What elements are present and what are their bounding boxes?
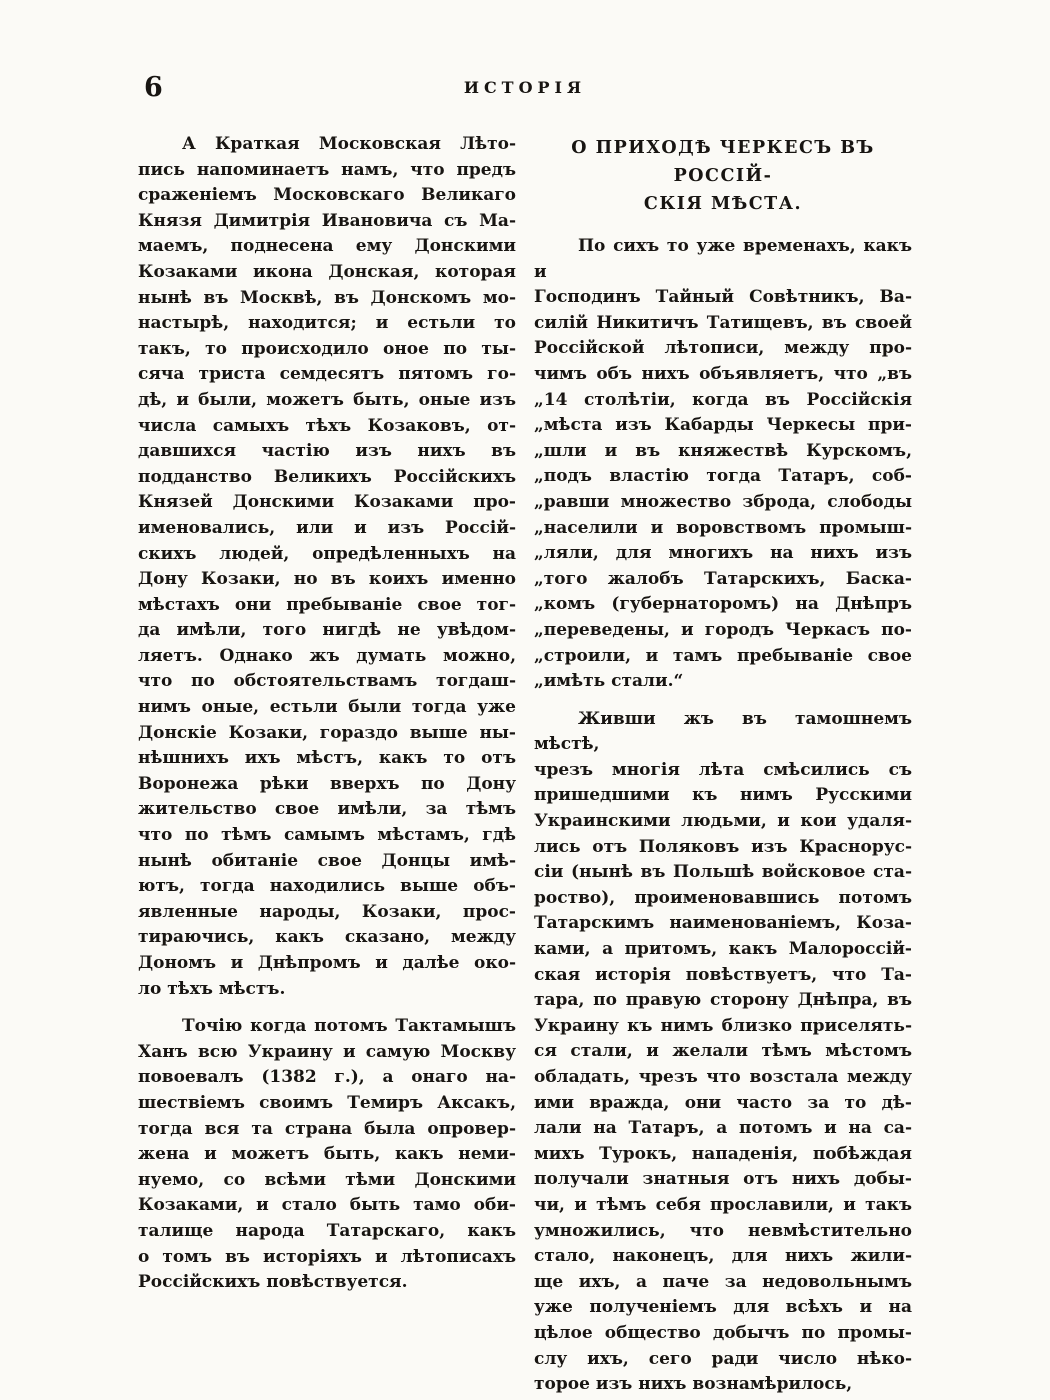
text-line: тираючись, какъ сказано, между	[138, 927, 516, 948]
text-line: „строили, и тамъ пребываніе свое	[534, 645, 912, 666]
text-line: мѣстахъ они пребываніе свое тог-	[138, 594, 516, 615]
text-line: Воронежа рѣки вверхъ по Дону	[138, 773, 516, 794]
left-column	[138, 132, 516, 1398]
text-line: Татарскимъ наименованіемъ, Коза-	[534, 913, 912, 934]
text-line: нѣшнихъ ихъ мѣстъ, какъ то отъ	[138, 748, 516, 769]
text-line: цѣлое общество добычъ по промы-	[534, 1322, 912, 1343]
text-line: „шли и въ княжествѣ Курскомъ,	[534, 440, 912, 461]
text-line: шествіемъ своимъ Темиръ Аксакъ,	[138, 1092, 516, 1113]
text-line: пись напоминаетъ намъ, что предъ	[138, 159, 516, 180]
text-line: „мѣста изъ Кабарды Черкесы при-	[534, 415, 912, 436]
text-line: О ПРИХОДѢ ЧЕРКЕСЪ ВЪ РОССІЙ-	[571, 138, 875, 186]
text-line: „равши множество зброда, слободы	[534, 491, 912, 512]
paragraph-left-1	[138, 132, 516, 1002]
text-line: „подъ властію тогда Татаръ, соб-	[534, 466, 912, 487]
text-line: „населили и воровствомъ промыш-	[534, 517, 912, 538]
text-line: Господинъ Тайный Совѣтникъ, Ва-	[534, 287, 912, 308]
text-line: такъ, то происходило оное по ты-	[138, 338, 516, 359]
text-line: настырѣ, находится; и естьли то	[138, 313, 516, 334]
text-line: Россійской лѣтописи, между про-	[534, 338, 912, 359]
text-line: Живши жъ въ тамошнемъ мѣстѣ,	[534, 708, 912, 755]
text-line: ляетъ. Однако жъ думать можно,	[138, 645, 516, 666]
text-line: чи, и тѣмъ себя прославили, и такъ	[534, 1194, 912, 1215]
text-line: дѣ, и были, можетъ быть, оные изъ	[138, 389, 516, 410]
text-line: „имѣть стали.“	[534, 671, 684, 692]
section-heading	[534, 132, 912, 218]
text-line: подданство Великихъ Россійскихъ	[138, 466, 516, 487]
text-line: ще ихъ, а паче за недовольнымъ	[534, 1271, 912, 1292]
text-line: получали знатныя отъ нихъ добы-	[534, 1169, 912, 1190]
text-line: Дономъ и Днѣпромъ и далѣе око-	[138, 953, 516, 973]
text-line: Князей Донскими Козаками про-	[138, 492, 516, 513]
text-line: ими вражда, они часто за то дѣ-	[534, 1092, 912, 1113]
text-line: СКІЯ МѢСТА.	[643, 194, 803, 214]
text-line: Дону Козаки, но въ коихъ именно	[138, 569, 516, 590]
text-line: что по тѣмъ самымъ мѣстамъ, гдѣ	[138, 825, 516, 846]
text-line: ками, а притомъ, какъ Малороссій-	[534, 939, 912, 960]
page-header	[138, 72, 912, 106]
text-line: что по обстоятельствамъ тогдаш-	[138, 671, 516, 692]
text-line: жительство свое имѣли, за тѣмъ	[138, 799, 516, 820]
text-line: скихъ людей, опредѣленныхъ на	[138, 543, 516, 564]
page-number: 6	[144, 72, 164, 103]
text-line: По сихъ то уже временахъ, какъ и	[534, 236, 912, 282]
text-line: именовались, или и изъ Россій-	[138, 517, 516, 538]
paragraph-left-2	[138, 1014, 516, 1296]
text-line: „комъ (губернаторомъ) на Днѣпръ	[534, 594, 912, 615]
text-line: тогда вся та страна была опровер-	[138, 1118, 516, 1139]
text-line: маемъ, поднесена ему Донскими	[138, 236, 516, 257]
text-line: роство), проименовавшись потомъ	[534, 887, 912, 908]
text-line: ютъ, тогда находились выше объ-	[138, 876, 516, 897]
paragraph-right-1	[534, 234, 912, 695]
text-line: нынѣ обитаніе свое Донцы имѣ-	[138, 850, 516, 871]
text-line: Козаками, и стало быть тамо оби-	[138, 1195, 516, 1216]
text-line: уже полученіемъ для всѣхъ и на	[534, 1297, 912, 1318]
text-line: талище народа Татарскаго, какъ	[138, 1220, 516, 1241]
paragraph-right-2	[534, 707, 912, 1398]
text-line: „переведены, и городъ Черкасъ по-	[534, 619, 912, 640]
running-title: ИСТОРІЯ	[463, 78, 587, 97]
text-line: лись отъ Поляковъ изъ Краснорус-	[534, 836, 912, 857]
text-line: умножились, что невмѣстительно	[534, 1220, 912, 1241]
text-columns	[138, 132, 912, 1398]
text-line: лали на Татаръ, а потомъ и на са-	[534, 1118, 912, 1139]
text-line: Точію когда потомъ Тактамышъ	[182, 1016, 516, 1037]
text-line: чрезъ многія лѣта смѣсились съ	[534, 759, 912, 780]
text-line: стало, наконецъ, для нихъ жили-	[534, 1246, 912, 1267]
text-line: Ханъ всю Украину и самую Москву	[138, 1041, 516, 1062]
text-line: явленные народы, Козаки, прос-	[138, 901, 516, 922]
text-line: чимъ объ нихъ объявляетъ, что „въ	[534, 363, 912, 384]
text-line: обладать, чрезъ что возстала между	[534, 1067, 912, 1087]
text-line: Украинскими людьми, и кои удаля-	[534, 811, 912, 832]
text-line: нуемо, со всѣми тѣми Донскими	[138, 1169, 516, 1190]
text-line: Князя Димитрія Ивановича съ Ма-	[138, 210, 516, 231]
text-line: ло тѣхъ мѣстъ.	[138, 978, 286, 999]
text-line: повоевалъ (1382 г.), а онаго на-	[138, 1067, 516, 1088]
text-line: „ляли, для многихъ на нихъ изъ	[534, 543, 912, 564]
text-line: Россійскихъ повѣствуется.	[138, 1272, 408, 1293]
right-column	[534, 132, 912, 1398]
text-line: слу ихъ, сего ради число нѣко-	[534, 1348, 912, 1369]
text-line: нимъ оные, естьли были тогда уже	[138, 697, 516, 718]
text-line: о томъ въ исторіяхъ и лѣтописахъ	[138, 1246, 516, 1267]
text-line: сяча триста семдесятъ пятомъ го-	[138, 364, 516, 385]
text-line: ся стали, и желали тѣмъ мѣстомъ	[534, 1041, 912, 1062]
text-line: пришедшими къ нимъ Русскими	[534, 785, 912, 806]
text-line: сраженіемъ Московскаго Великаго	[138, 185, 516, 206]
text-line: да имѣли, того нигдѣ не увѣдом-	[138, 620, 516, 641]
text-line: нынѣ въ Москвѣ, въ Донскомъ мо-	[138, 287, 516, 308]
text-line: тара, по правую сторону Днѣпра, въ	[534, 990, 912, 1011]
text-line: Украину къ нимъ близко приселять-	[534, 1015, 912, 1036]
text-line: давшихся частію изъ нихъ въ	[138, 441, 516, 462]
text-line: сіи (нынѣ въ Польшѣ войсковое ста-	[534, 862, 912, 883]
text-line: жена и можетъ быть, какъ неми-	[138, 1144, 516, 1165]
text-line: Донскіе Козаки, гораздо выше ны-	[138, 722, 516, 743]
text-line: силій Никитичъ Татищевъ, въ своей	[534, 312, 912, 333]
text-line: числа самыхъ тѣхъ Козаковъ, от-	[138, 415, 516, 436]
text-line: торое изъ нихъ вознамѣрилось,	[534, 1374, 853, 1395]
text-line: Козаками икона Донская, которая	[138, 261, 516, 282]
text-line: михъ Турокъ, нападенія, побѣждая	[534, 1143, 912, 1164]
text-line: „того жалобъ Татарскихъ, Баска-	[534, 568, 912, 589]
text-line: ская исторія повѣствуетъ, что Та-	[534, 964, 912, 985]
text-line: „14 столѣтіи, когда въ Россійскія	[534, 389, 912, 410]
text-line: А Краткая Московская Лѣто-	[182, 134, 516, 154]
